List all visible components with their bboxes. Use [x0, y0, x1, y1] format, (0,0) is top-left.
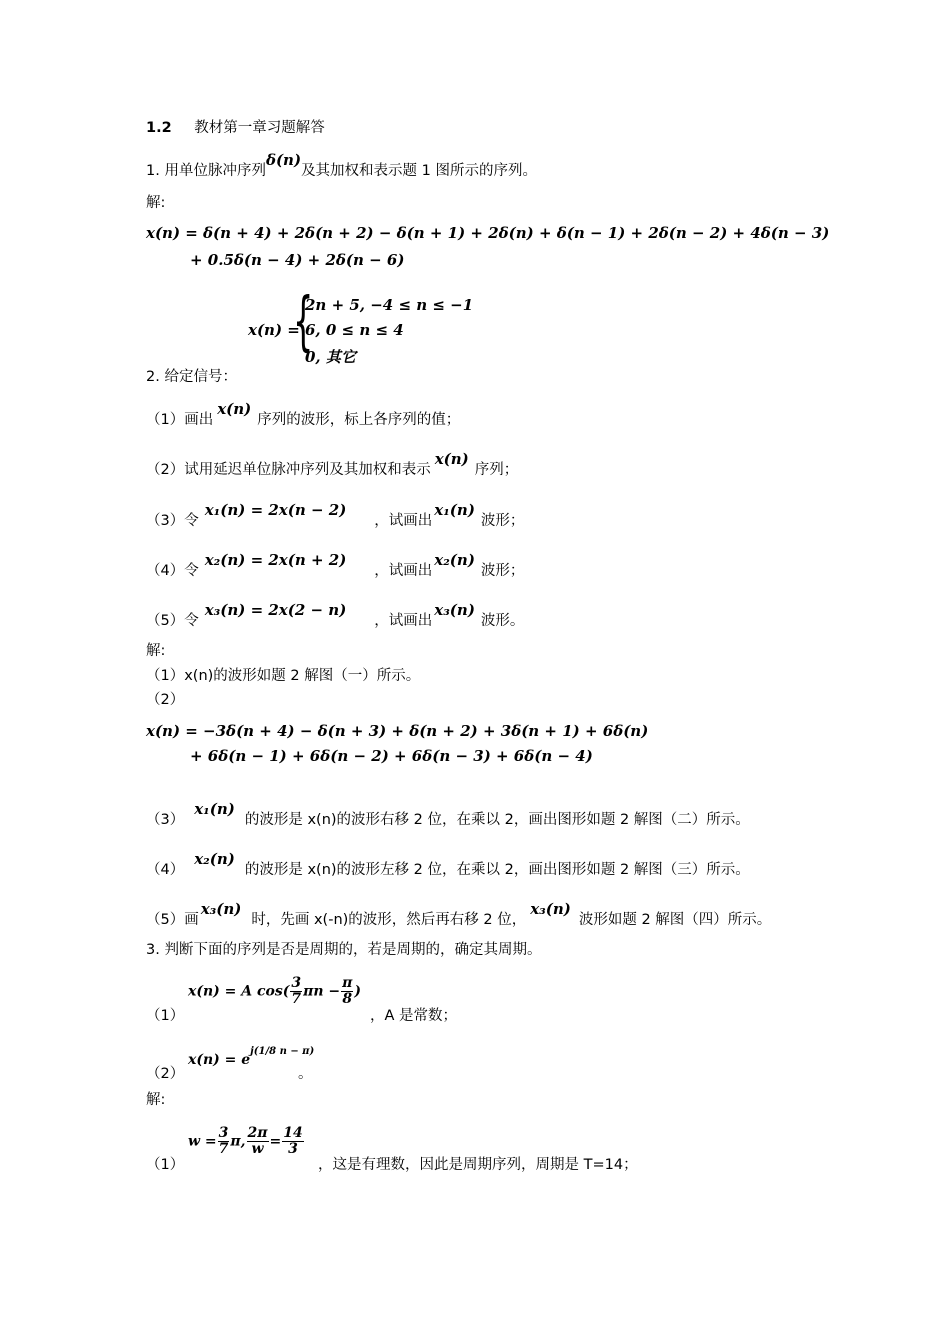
problem-2-statement: 2. 给定信号：: [146, 369, 237, 385]
delta-symbol: δ(n): [265, 151, 302, 169]
solution-2-answer-2-label: （2）: [146, 692, 185, 708]
piecewise-brace: {: [293, 285, 314, 359]
problem-3-equation-1: x(n) = A cos( $\frac{3}{7}$ πn − $\frac{\pi}{8}$ ): [188, 975, 362, 1007]
problem-3-item-1-label: （1）: [146, 1008, 185, 1024]
section-number: 1.2: [146, 120, 172, 136]
problem-3-statement: 3. 判断下面的序列是否是周期的，若是周期的，确定其周期。: [146, 942, 542, 958]
equation-1-line-1: x(n) = δ(n + 4) + 2δ(n + 2) − δ(n + 1) + 2δ(n) + δ(n − 1) + 2δ(n − 2) + 4δ(n − 3): [146, 224, 830, 242]
solution-2-answer-5: （5）画x₃(n)时，先画 x(-n)的波形，然后再右移 2 位，x₃(n)波形如题 2 解图（四）所示。: [146, 900, 772, 928]
equation-1-line-2: + 0.5δ(n − 4) + 2δ(n − 6): [190, 251, 405, 269]
piecewise-case-1: 2n + 5, −4 ≤ n ≤ −1: [305, 296, 474, 314]
solution-2-answer-1: （1）x(n)的波形如题 2 解图（一）所示。: [146, 668, 421, 684]
piecewise-case-3: 0, 其它: [305, 348, 356, 366]
problem-2-item-3: （3）令x₁(n) = 2x(n − 2)，试画出x₁(n)波形；: [146, 501, 525, 529]
problem-1-statement: 1. 用单位脉冲序列δ(n)及其加权和表示题 1 图所示的序列。: [146, 151, 538, 179]
problem-3-equation-2: $x(n) = e^{j(1/8 n - \pi)}$: [188, 1046, 315, 1068]
solution-label-1: 解:: [146, 195, 166, 211]
piecewise-lhs: x(n) =: [248, 321, 300, 339]
equation-2-line-1: x(n) = −3δ(n + 4) − δ(n + 3) + δ(n + 2) + 3δ(n + 1) + 6δ(n): [146, 722, 649, 740]
problem-3-item-2-label: （2）: [146, 1066, 185, 1082]
equation-2-line-2: + 6δ(n − 1) + 6δ(n − 2) + 6δ(n − 3) + 6δ(n − 4): [190, 747, 593, 765]
solution-3-answer-1-text: ，这是有理数，因此是周期序列，周期是 T=14；: [318, 1157, 638, 1173]
problem-2-item-4: （4）令x₂(n) = 2x(n + 2)，试画出x₂(n)波形；: [146, 551, 525, 579]
problem-3-item-1-note: ，A 是常数；: [370, 1008, 458, 1024]
solution-label-3: 解:: [146, 1092, 166, 1108]
section-heading: [146, 118, 325, 138]
solution-3-answer-1-label: （1）: [146, 1157, 185, 1173]
section-title: 教材第一章习题解答: [194, 120, 325, 136]
solution-2-answer-3: （3）x₁(n)的波形是 x(n)的波形右移 2 位，在乘以 2，画出图形如题 2 解图（二）所示。: [146, 800, 750, 828]
problem-2-item-1: （1）画出x(n)序列的波形，标上各序列的值；: [146, 400, 461, 428]
piecewise-case-2: 6, 0 ≤ n ≤ 4: [305, 321, 404, 339]
problem-2-item-5: （5）令x₃(n) = 2x(2 − n)，试画出x₃(n)波形。: [146, 601, 525, 629]
problem-2-item-2: （2）试用延迟单位脉冲序列及其加权和表示x(n)序列；: [146, 450, 519, 478]
solution-label-2: 解:: [146, 643, 166, 659]
solution-2-answer-4: （4）x₂(n)的波形是 x(n)的波形左移 2 位，在乘以 2，画出图形如题 2 解图（三）所示。: [146, 850, 750, 878]
problem-3-item-2-end: 。: [298, 1066, 313, 1082]
solution-3-equation: w = $\frac{3}{7}$ π, $\frac{2\pi}{w}$ = $\frac{14}{3}$: [188, 1125, 303, 1157]
